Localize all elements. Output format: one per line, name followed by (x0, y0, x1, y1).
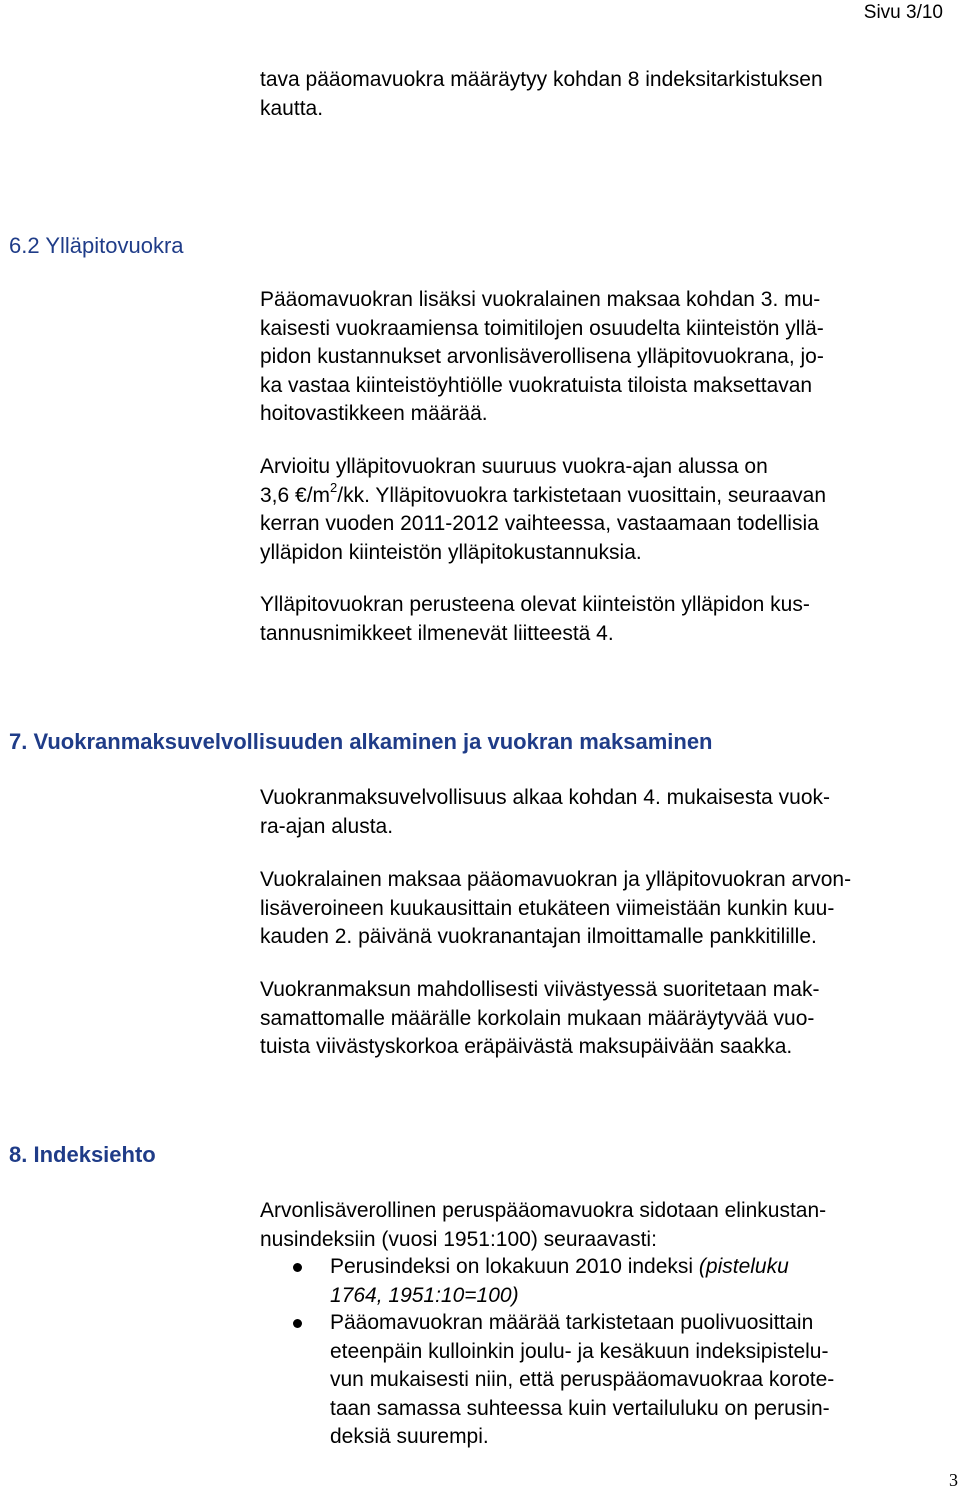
section-number: 6.2 (9, 233, 40, 258)
bullet-line: deksiä suurempi. (330, 1425, 489, 1448)
paragraph-line: Ylläpitovuokran perusteena olevat kiinteistön ylläpidon kus- (260, 593, 810, 616)
paragraph-line: Arvioitu ylläpitovuokran suuruus vuokra-ajan alussa on (260, 455, 768, 478)
bullet-icon (293, 1263, 302, 1272)
section-6-2-paragraph-1 (260, 286, 824, 429)
section-6-2-heading (9, 233, 184, 259)
bullet-item (330, 1309, 834, 1452)
rent-amount: 3,6 €/m (260, 483, 331, 507)
paragraph-line: kerran vuoden 2011-2012 vaihteessa, vastaamaan todellisia (260, 512, 819, 535)
paragraph-line: ra-ajan alusta. (260, 814, 394, 838)
bullet-line: Pääomavuokran määrää tarkistetaan puolivuosittain (330, 1311, 814, 1334)
bullet-text: Perusindeksi on lokakuun 2010 indeksi (330, 1255, 699, 1278)
section-7-paragraph-1 (260, 784, 830, 841)
bullet-line: 1764, 1951:10=100) (330, 1283, 519, 1307)
paragraph-line: tuista viivästyskorkoa eräpäivästä maksupäivään saakka. (260, 1035, 793, 1058)
section-number: 8. (9, 1142, 28, 1167)
bullet-line: eteenpäin kulloinkin joulu- ja kesäkuun indeksipistelu- (330, 1339, 829, 1363)
section-title: Ylläpitovuokra (45, 233, 184, 258)
section-6-2-paragraph-3 (260, 591, 810, 648)
section-8-heading (9, 1142, 156, 1168)
intro-paragraph (260, 66, 823, 123)
bullet-line: taan samassa suhteessa kuin vertailuluku on perusin- (330, 1396, 830, 1420)
paragraph-line: Vuokralainen maksaa pääomavuokran ja ylläpitovuokran arvon- (260, 868, 852, 891)
section-7-paragraph-3 (260, 976, 819, 1062)
paragraph-line: Arvonlisäverollinen peruspääomavuokra sidotaan elinkustan- (260, 1199, 827, 1222)
bullet-line: vun mukaisesti niin, että peruspääomavuokraa korote- (330, 1368, 835, 1391)
paragraph-line: Vuokranmaksun mahdollisesti viivästyessä suoritetaan mak- (260, 978, 820, 1001)
paragraph-line: kaisesti vuokraamiensa toimitilojen osuudelta kiinteistön yllä- (260, 316, 824, 340)
section-title: Indeksiehto (33, 1142, 156, 1167)
paragraph-line: nusindeksiin (vuosi 1951:100) seuraavasti: (260, 1227, 657, 1251)
intro-line: tava pääomavuokra määräytyy kohdan 8 indeksitarkistuksen (260, 68, 823, 91)
paragraph-line: ylläpidon kiinteistön ylläpitokustannuksia. (260, 540, 642, 564)
section-7-heading (9, 729, 713, 755)
section-number: 7. (9, 729, 28, 754)
paragraph-line: ka vastaa kiinteistöyhtiölle vuokratuista tiloista maksettavan (260, 373, 813, 397)
bullet-icon (293, 1319, 302, 1328)
paragraph-line: Vuokranmaksuvelvollisuus alkaa kohdan 4. mukaisesta vuok- (260, 786, 831, 809)
bullet-line (330, 1253, 789, 1282)
section-8-paragraph-1 (260, 1197, 826, 1254)
section-7-paragraph-2 (260, 866, 851, 952)
page-indicator: Sivu 3/10 (863, 2, 943, 23)
paragraph-line: Pääomavuokran lisäksi vuokralainen maksaa kohdan 3. mu- (260, 288, 821, 311)
section-6-2-paragraph-2 (260, 453, 826, 567)
paragraph-line: tannusnimikkeet ilmenevät liitteestä 4. (260, 621, 614, 645)
paragraph-line: samattomalle määrälle korkolain mukaan määräytyvää vuo- (260, 1006, 815, 1030)
bullet-text-italic: (pisteluku (698, 1255, 789, 1278)
paragraph-line: kauden 2. päivänä vuokranantajan ilmoittamalle pankkitilille. (260, 925, 817, 948)
paragraph-line: hoitovastikkeen määrää. (260, 402, 488, 425)
intro-line: kautta. (260, 96, 324, 120)
paragraph-line (260, 479, 826, 511)
bullet-item (330, 1253, 789, 1310)
page-number: 3 (949, 1470, 958, 1490)
paragraph-line: pidon kustannukset arvonlisäverollisena ylläpitovuokrana, jo- (260, 345, 824, 368)
section-title: Vuokranmaksuvelvollisuuden alkaminen ja vuokran maksaminen (33, 729, 713, 754)
paragraph-text: /kk. Ylläpitovuokra tarkistetaan vuosittain, seuraavan (337, 483, 826, 507)
superscript: 2 (330, 479, 338, 495)
paragraph-line: lisäveroineen kuukausittain etukäteen viimeistään kunkin kuu- (260, 896, 835, 920)
